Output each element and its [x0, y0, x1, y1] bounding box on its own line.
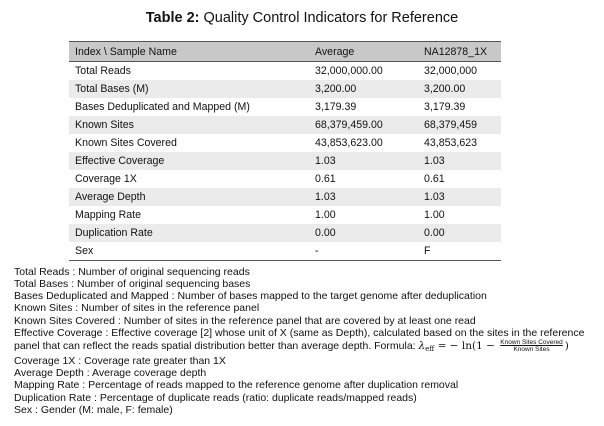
table-row [69, 224, 501, 242]
average-value: 43,853,623.00 [315, 137, 383, 149]
definition-text: Average coverage depth [92, 367, 207, 380]
definition-text: Effective coverage [2] whose unit of X (same as Depth), calculated based on the sites in the reference panel that can reflect the reads spatial distribution better than average depth. Formula: [14, 326, 585, 352]
definition-term: Known Sites Covered [14, 314, 115, 327]
row-label: Total Bases (M) [75, 83, 149, 95]
definition-term: Bases Deduplicated and Mapped [14, 290, 169, 303]
formula-denominator: Known Sites [513, 345, 550, 353]
average-value: 0.00 [315, 227, 336, 239]
definition-item [14, 379, 598, 391]
formula-fraction [499, 339, 564, 353]
definition-item [14, 290, 598, 302]
definition-text: Percentage of reads mapped to the reference genome after duplication removal [88, 379, 459, 392]
sample-value: 32,000,000 [424, 65, 478, 77]
average-value: 32,000,000.00 [315, 65, 383, 77]
definition-separator: : [83, 367, 93, 380]
sample-value: 1.03 [424, 155, 445, 167]
row-label: Sex [69, 242, 309, 261]
sample-value: 0.00 [424, 227, 445, 239]
sample-value: 3,179.39 [424, 101, 466, 113]
table-row [69, 170, 501, 188]
formula-close: ) [564, 339, 569, 352]
row-label: Known Sites [75, 119, 134, 131]
table-row [69, 80, 501, 98]
table-body [69, 62, 501, 261]
average-value: 3,179.39 [315, 101, 357, 113]
definition-item [14, 278, 598, 290]
definition-text: Number of sites in the reference panel [81, 302, 260, 315]
definition-separator: : [68, 278, 78, 291]
average-value: - [309, 242, 418, 261]
definition-item [14, 367, 598, 379]
definition-separator: : [32, 403, 41, 416]
definition-term: Duplication Rate [14, 391, 92, 404]
average-value: 1.03 [315, 191, 336, 203]
definition-item [14, 327, 598, 355]
column-header-index: Index \ Sample Name [69, 42, 309, 62]
column-header-sample: NA12878_1X [418, 42, 501, 62]
definition-separator: : [75, 355, 85, 368]
definition-separator: : [72, 302, 82, 315]
table-row [69, 116, 501, 134]
definition-separator: : [79, 379, 89, 392]
table-row [69, 62, 501, 81]
quality-control-table [69, 41, 501, 261]
table-row [69, 242, 501, 261]
sample-value: 0.61 [424, 173, 445, 185]
definition-term: Total Bases [14, 278, 69, 291]
sample-value: 43,853,623 [424, 137, 478, 149]
row-label: Coverage 1X [75, 173, 137, 185]
definition-separator: : [69, 266, 79, 278]
definition-text: Number of original sequencing reads [78, 266, 250, 278]
table-title-text: Quality Control Indicators for Reference [199, 10, 459, 26]
definition-term: Known Sites [14, 302, 73, 315]
definition-term: Sex [14, 403, 33, 416]
row-label: Bases Deduplicated and Mapped (M) [75, 101, 250, 113]
definition-item [14, 315, 598, 327]
table-row [69, 188, 501, 206]
definition-text: Number of original sequencing bases [77, 278, 251, 291]
column-header-average: Average [309, 42, 418, 62]
average-value: 3,200.00 [315, 83, 357, 95]
average-value: 68,379,459.00 [315, 119, 383, 131]
definition-item [14, 266, 598, 278]
row-label: Mapping Rate [75, 209, 141, 221]
sample-value: 3,200.00 [424, 83, 466, 95]
definition-term: Total Reads [14, 266, 70, 278]
sample-value: 68,379,459 [424, 119, 478, 131]
sample-value: 1.03 [424, 191, 445, 203]
formula-subscript: eff [425, 344, 435, 353]
definition-separator: : [91, 391, 100, 404]
average-value: 0.61 [315, 173, 336, 185]
table-title [0, 9, 604, 27]
definition-term: Coverage 1X [14, 355, 76, 368]
table-row [69, 98, 501, 116]
table-row [69, 134, 501, 152]
definition-term: Mapping Rate [14, 379, 80, 392]
definition-item [14, 355, 598, 367]
table-header [69, 42, 501, 62]
effective-coverage-formula [419, 340, 569, 352]
definition-text: Number of bases mapped to the target genome after deduplication [177, 290, 487, 303]
sample-value: F [418, 242, 501, 261]
definition-text: Coverage rate greater than 1X [84, 355, 226, 368]
definition-term: Effective Coverage [14, 326, 103, 339]
header-row [69, 42, 501, 62]
row-label: Known Sites Covered [75, 137, 177, 149]
row-label: Average Depth [75, 191, 146, 203]
average-value: 1.03 [315, 155, 336, 167]
definition-separator: : [102, 326, 112, 339]
definition-separator: : [114, 314, 124, 327]
table-title-label: Table 2: [145, 10, 200, 26]
row-label: Effective Coverage [75, 155, 165, 167]
table-row [69, 206, 501, 224]
definition-item [14, 302, 598, 314]
sample-value: 1.00 [424, 209, 445, 221]
definition-item [14, 392, 598, 404]
table-row [69, 152, 501, 170]
average-value: 1.00 [315, 209, 336, 221]
row-label: Duplication Rate [75, 227, 153, 239]
definition-text: Gender (M: male, F: female) [40, 403, 173, 416]
row-label: Total Reads [75, 65, 131, 77]
definition-term: Average Depth [14, 367, 84, 380]
definition-text: Number of sites in the reference panel that are covered by at least one read [123, 314, 476, 327]
formula-equals: = − ln(1 − [434, 339, 499, 352]
indicator-definitions [14, 266, 598, 416]
definition-item [14, 404, 598, 416]
definition-text: Percentage of duplicate reads (ratio: duplicate reads/mapped reads) [99, 391, 417, 404]
formula-numerator: Known Sites Covered [500, 338, 563, 346]
definition-separator: : [168, 290, 178, 303]
formula-symbol: λ [418, 339, 426, 352]
